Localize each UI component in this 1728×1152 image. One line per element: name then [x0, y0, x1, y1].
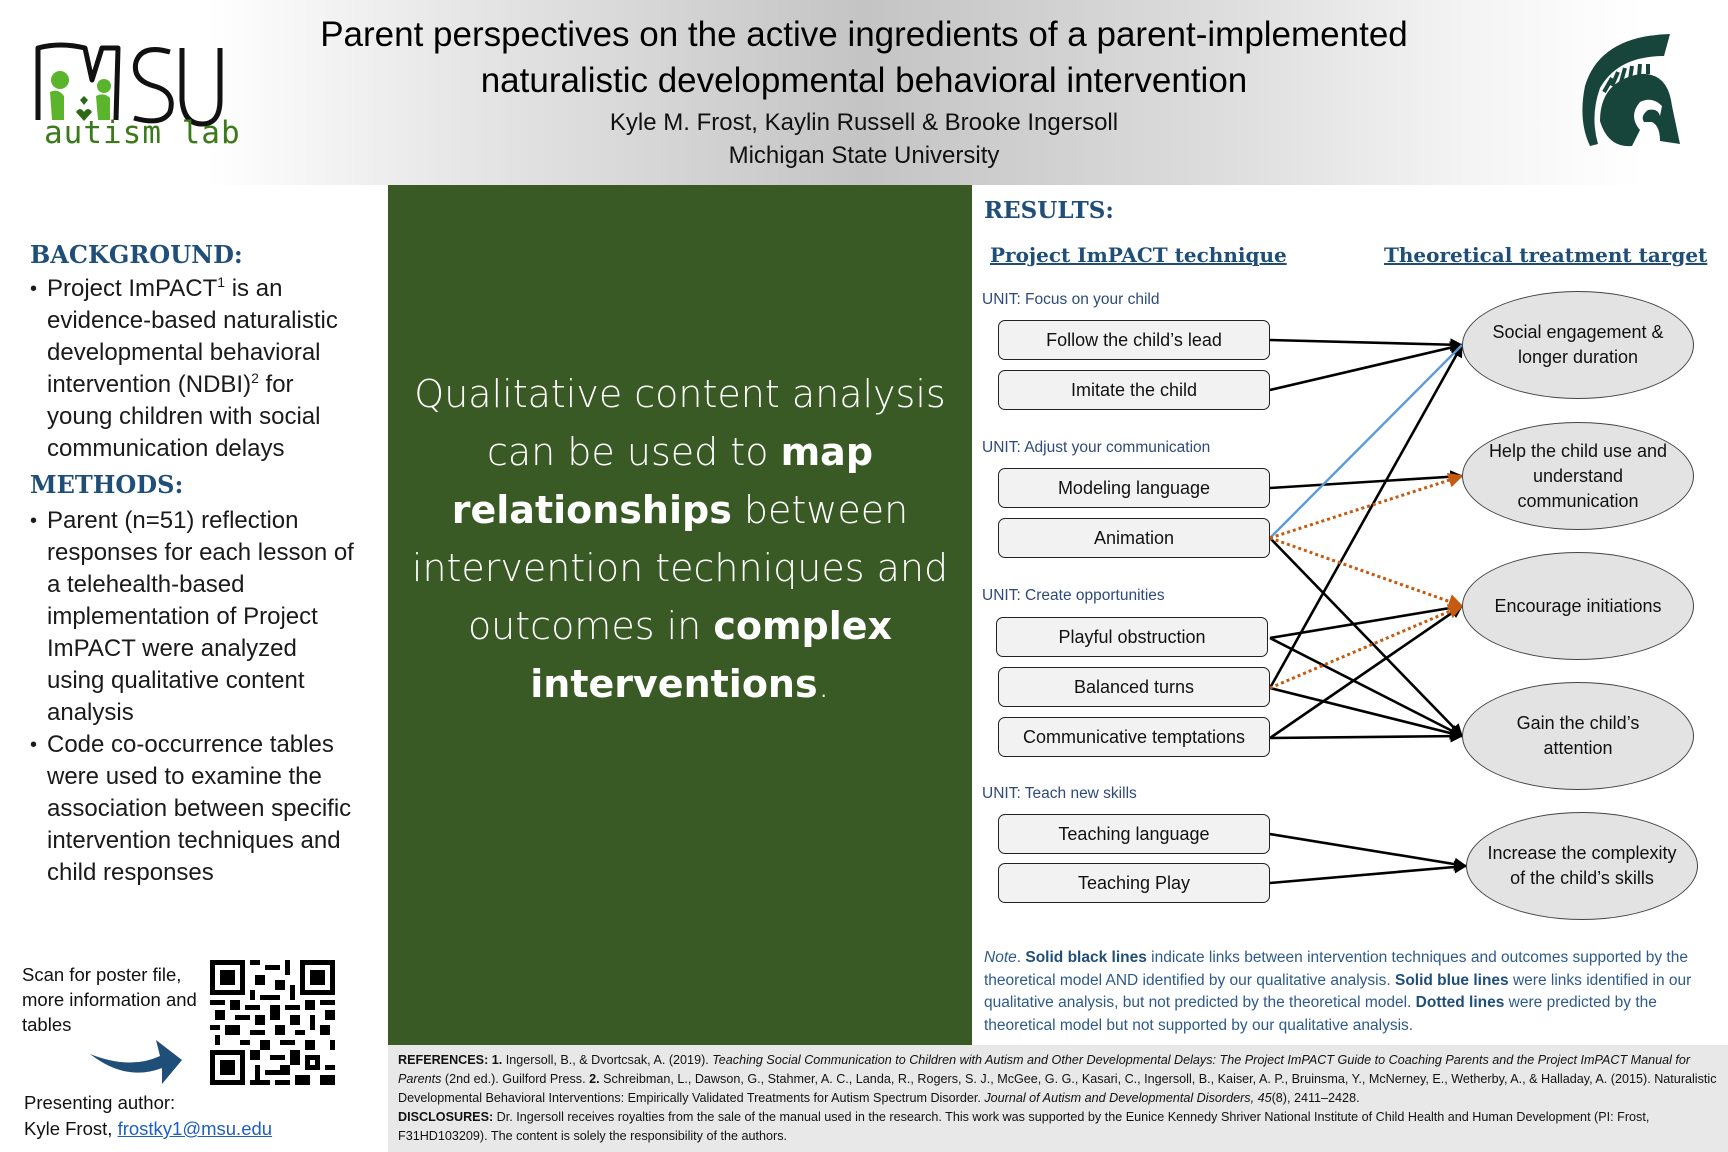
key-message: [398, 365, 962, 713]
title-block: [260, 12, 1468, 172]
unit-label: UNIT: Adjust your communication: [982, 439, 1211, 456]
technique-box: Communicative temptations: [998, 717, 1270, 757]
link-teachlang-increase: [1270, 834, 1466, 866]
spartan-helmet-logo: [1560, 26, 1690, 156]
note-emphasis: Solid black lines: [1025, 949, 1147, 966]
key-message-text: Qualitative content analysis can be used to: [414, 372, 946, 474]
spartan-helmet-icon: [1560, 26, 1690, 156]
diagram-note: Note. Solid black lines indicate links between intervention techniques and outcomes supported by the theoretical model AND identified by our qualitative analysis. Solid blue lines were links identified in our qualitative analysis, but not predicted by the theoretical model. Dotted lines were predicted by the theoretical model but not supported by our qualitative analysis.: [984, 949, 1692, 1034]
target-ellipse: Help the child use and understand communication: [1462, 422, 1694, 530]
technique-box: Playful obstruction: [996, 617, 1268, 657]
target-column-heading: Theoretical treatment target: [1384, 243, 1708, 267]
link-animation-gain: [1270, 538, 1462, 736]
qr-code-icon: [210, 960, 335, 1085]
technique-box: Animation: [998, 518, 1270, 558]
methods-bullets: [30, 505, 360, 889]
scan-instructions: Scan for poster file, more information and tables: [22, 964, 197, 1035]
results-heading: RESULTS:: [984, 197, 1114, 224]
target-ellipse: Increase the complexity of the child’s skills: [1466, 812, 1698, 920]
methods-bullet: • Code co-occurrence tables were used to examine the association between specific intervention techniques and child responses: [30, 729, 360, 889]
ref-text: (2nd ed.). Guilford Press.: [441, 1072, 590, 1086]
references: [398, 1051, 1718, 1108]
logo-subtitle: autism lab: [44, 115, 241, 151]
link-playful-gain: [1270, 638, 1462, 736]
key-message-panel: [388, 185, 972, 1045]
link-playful-encourage: [1270, 606, 1462, 638]
bullet-text: for young children with social communication delays: [47, 371, 321, 462]
methods-heading: METHODS:: [30, 470, 184, 499]
link-teachplay-increase: [1270, 866, 1466, 883]
note-lead: Note: [984, 949, 1017, 966]
unit-label: UNIT: Teach new skills: [982, 785, 1137, 802]
presenter-email-link[interactable]: frostky1@msu.edu: [117, 1118, 273, 1139]
poster-title-line-2: naturalistic developmental behavioral intervention: [480, 61, 1248, 100]
disclosures: [398, 1108, 1718, 1146]
background-bullet: [30, 273, 360, 465]
note-emphasis: Solid blue lines: [1394, 971, 1509, 989]
link-follow-social: [1270, 340, 1462, 345]
affiliation: Michigan State University: [728, 142, 1000, 169]
references-footer: [388, 1045, 1728, 1152]
ref-title: Teaching Social Communication to Children with Autism and Other Developmental Delays: The Project ImPACT Guide to Coaching Parents and the Project ImPACT Manual for Parents: [398, 1053, 1691, 1086]
technique-box: Balanced turns: [998, 667, 1270, 707]
ref-text: Ingersoll, B., & Dvortcsak, A. (2019).: [502, 1053, 713, 1067]
link-temptations-gain: [1270, 736, 1462, 738]
key-message-emphasis: complex interventions: [530, 604, 893, 706]
footnote-ref: 2: [251, 370, 259, 386]
note-emphasis: Dotted lines: [1415, 994, 1505, 1011]
technique-box: Teaching Play: [998, 863, 1270, 903]
ref-journal: Journal of Autism and Developmental Disorders, 45: [984, 1091, 1272, 1105]
link-animation-encourage-dotted: [1270, 538, 1462, 606]
link-animation-social-blue: [1270, 345, 1462, 538]
target-ellipse: Encourage initiations: [1462, 552, 1694, 660]
technique-box: Imitate the child: [998, 370, 1270, 410]
target-ellipse: Gain the child’s attention: [1462, 682, 1694, 790]
ref-number: 1.: [491, 1053, 503, 1067]
presenting-label: Presenting author:: [24, 1092, 176, 1113]
poster-header: [0, 0, 1728, 185]
presenter-line: [24, 1116, 272, 1142]
background-heading: BACKGROUND:: [30, 240, 243, 269]
bullet-text: Project ImPACT: [47, 275, 218, 302]
unit-label: UNIT: Focus on your child: [982, 291, 1160, 308]
qr-code[interactable]: [210, 960, 335, 1085]
link-imitate-social: [1270, 345, 1462, 390]
presenting-author: [24, 1090, 272, 1142]
link-modeling-help: [1270, 476, 1462, 488]
bullet-text: is an evidence-based naturalistic developmental behavioral intervention (NDBI): [47, 275, 338, 398]
footnote-ref: 1: [217, 274, 226, 290]
poster-title-line-1: Parent perspectives on the active ingredients of a parent-implemented: [320, 15, 1408, 54]
technique-box: Teaching language: [998, 814, 1270, 854]
link-animation-help-dotted: [1270, 476, 1462, 538]
link-balanced-social: [1270, 345, 1462, 688]
technique-box: Follow the child’s lead: [998, 320, 1270, 360]
link-temptations-encourage: [1270, 606, 1462, 738]
link-balanced-encourage-dotted: [1270, 606, 1462, 688]
curved-arrow-icon: [90, 1032, 182, 1084]
note-text: were predicted by the theoretical model but not supported by our qualitative analysis.: [984, 994, 1657, 1034]
note-text: indicate links between intervention techniques and outcomes supported by the theoretical model AND identified by our qualitative analysis.: [984, 949, 1688, 989]
unit-label: UNIT: Create opportunities: [982, 587, 1165, 604]
presenter-name: Kyle Frost,: [24, 1118, 118, 1139]
ref-text: Schreibman, L., Dawson, G., Stahmer, A. C., Landa, R., Rogers, S. J., McGee, G. G., Kasari, C., Ingersoll, B., Kaiser, A. P., Bruinsma, Y., McNerney, E., Wetherby, A., & Halladay, A. (2015). Naturalistic Developmental Behavioral Interventions: Empirically Validated Treatments for Autism Spectrum Disorder.: [398, 1072, 1717, 1105]
link-balanced-gain: [1270, 688, 1462, 736]
authors: Kyle M. Frost, Kaylin Russell & Brooke Ingersoll: [609, 109, 1119, 136]
key-message-text: between intervention techniques and outcomes in: [411, 488, 949, 648]
technique-column-heading: Project ImPACT technique: [990, 243, 1287, 267]
disclosures-label: DISCLOSURES:: [398, 1110, 494, 1124]
note-text: were links identified in our qualitative analysis, but not predicted by the theoretical model.: [984, 971, 1692, 1011]
results-panel: [972, 185, 1728, 1045]
key-message-emphasis: map relationships: [451, 430, 874, 532]
technique-box: Modeling language: [998, 468, 1270, 508]
methods-bullet: • Parent (n=51) reflection responses for each lesson of a telehealth-based implementation of Project ImPACT were analyzed using qualitative content analysis: [30, 505, 360, 729]
background-bullets: [30, 273, 360, 465]
key-message-text: .: [817, 662, 830, 706]
disclosures-text: Dr. Ingersoll receives royalties from the sale of the manual used in the research. This work was supported by the Eunice Kennedy Shriver National Institute of Child Health and Human Development (PI: Frost, F31HD103209). The content is solely the responsibility of the authors.: [398, 1110, 1650, 1143]
target-ellipse: Social engagement & longer duration: [1462, 291, 1694, 399]
ref-number: 2.: [589, 1072, 600, 1086]
ref-text: (8), 2411–2428.: [1271, 1091, 1360, 1105]
references-label: REFERENCES:: [398, 1053, 489, 1067]
